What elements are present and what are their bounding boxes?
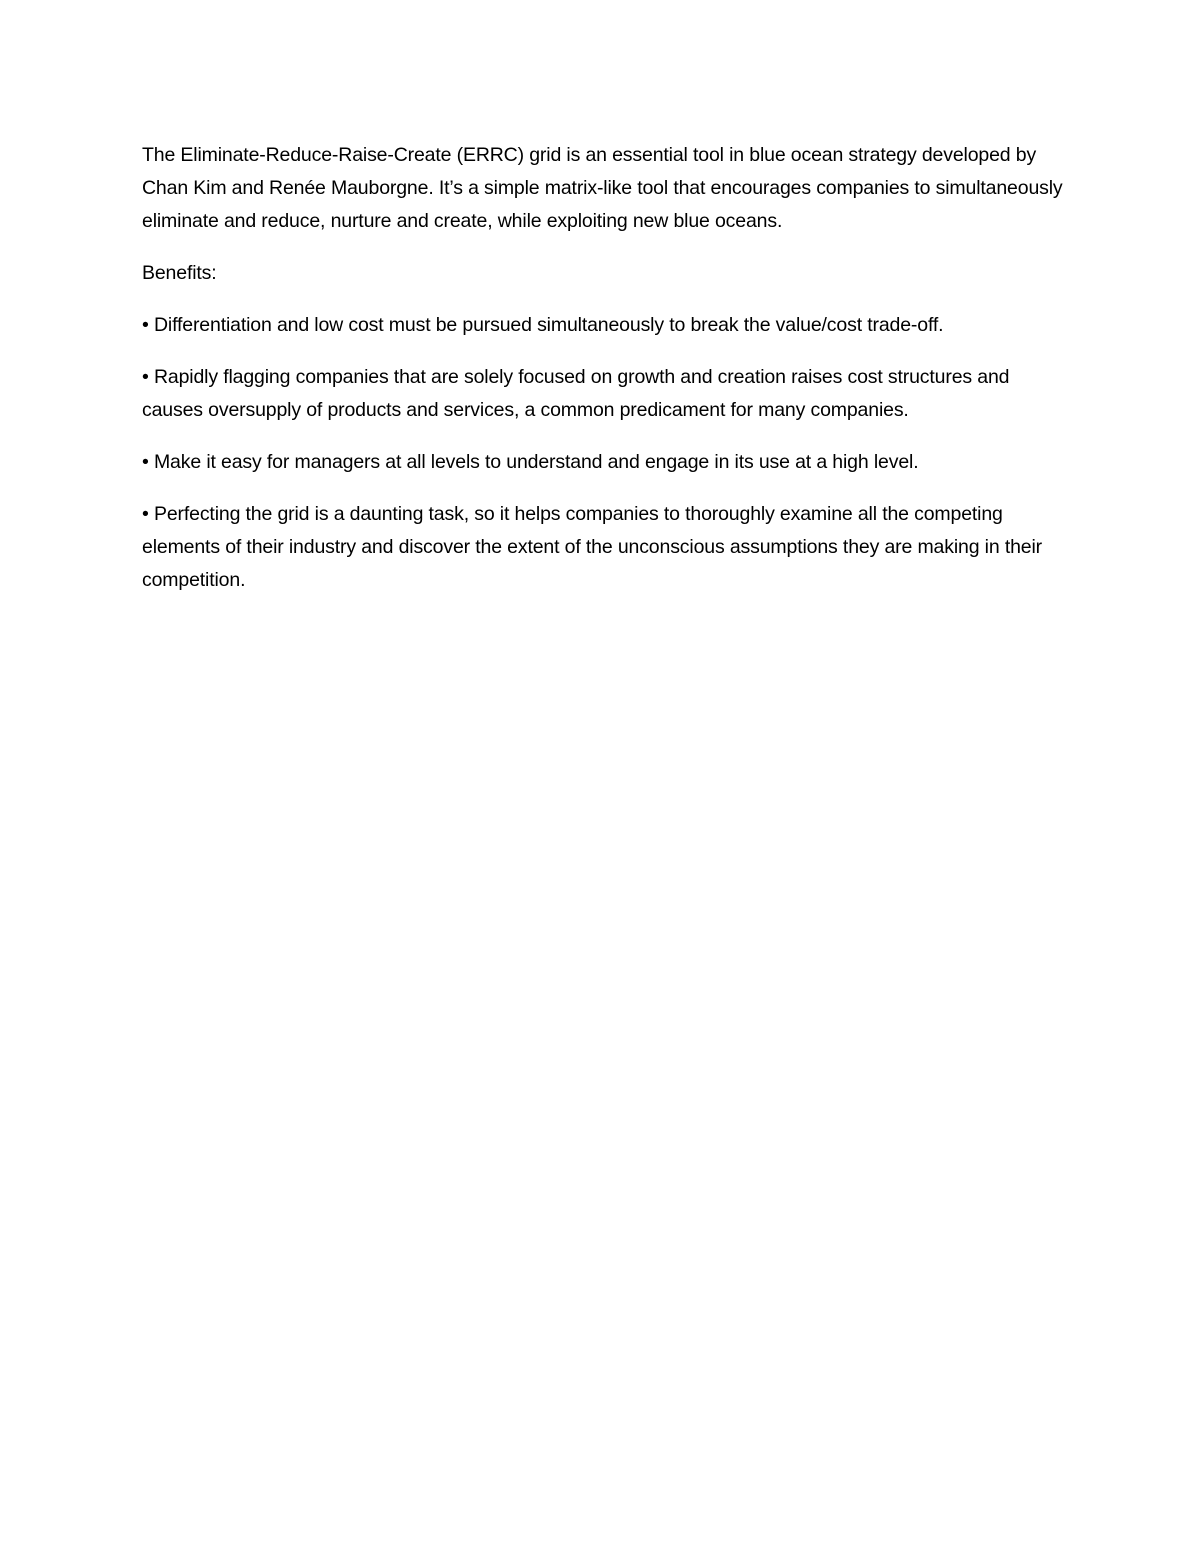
- bullet-icon: •: [142, 503, 149, 525]
- benefit-item: [142, 309, 1072, 342]
- bullet-icon: •: [142, 366, 149, 388]
- benefits-heading: Benefits:: [142, 262, 217, 284]
- bullet-icon: •: [142, 451, 149, 473]
- benefit-item: [142, 498, 1072, 597]
- intro-paragraph: The Eliminate-Reduce-Raise-Create (ERRC) grid is an essential tool in blue ocean strategy developed by Chan Kim and Renée Mauborgne. It’s a simple matrix-like tool that encourages companies to simultaneously eliminate and reduce, nurture and create, while exploiting new blue oceans.: [142, 144, 1063, 232]
- benefit-item: [142, 446, 1072, 479]
- benefit-text: Rapidly flagging companies that are solely focused on growth and creation raises cost structures and causes oversupply of products and services, a common predicament for many companies.: [142, 366, 1010, 421]
- benefit-text: Perfecting the grid is a daunting task, so it helps companies to thoroughly examine all the competing elements of their industry and discover the extent of the unconscious assumptions they are making in their competition.: [142, 503, 1043, 591]
- document-body: [142, 139, 1072, 616]
- benefit-item: [142, 361, 1072, 427]
- benefit-text: Differentiation and low cost must be pursued simultaneously to break the value/cost trade-off.: [153, 314, 944, 336]
- benefit-text: Make it easy for managers at all levels to understand and engage in its use at a high level.: [153, 451, 919, 473]
- bullet-icon: •: [142, 314, 149, 336]
